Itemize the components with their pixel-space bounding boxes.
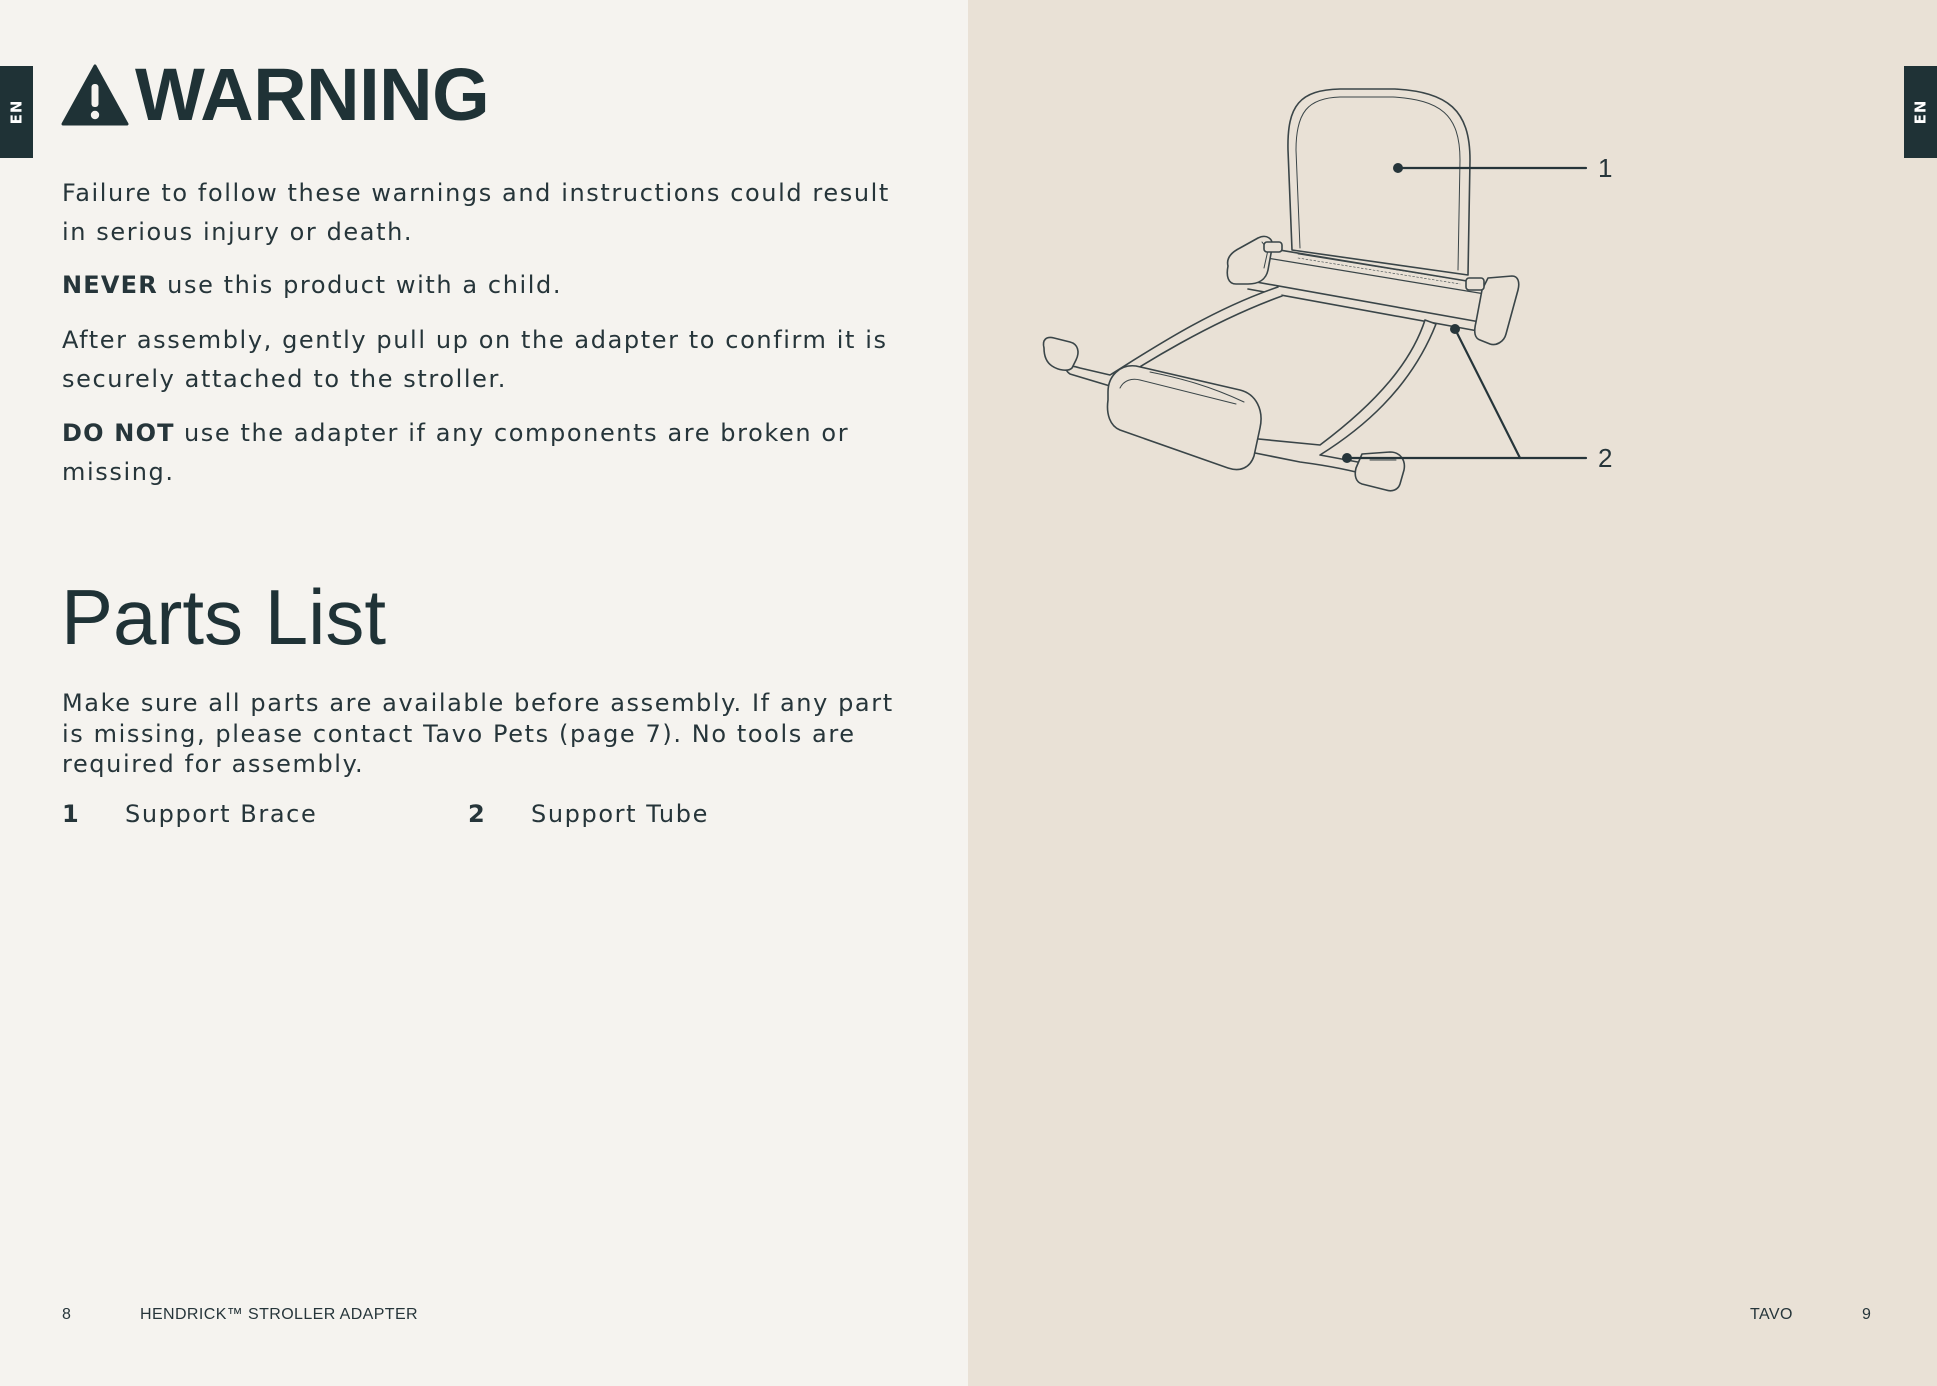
warning-paragraph-1	[62, 174, 912, 252]
warning-emphasis: NEVER	[62, 271, 158, 299]
callout-number-2: 2	[1598, 443, 1613, 473]
warning-emphasis: DO NOT	[62, 419, 175, 447]
part-label: Support Tube	[531, 800, 709, 828]
warning-paragraph-3	[62, 321, 902, 399]
callout-number-1: 1	[1598, 153, 1613, 183]
warning-paragraph-2	[62, 266, 912, 305]
parts-list-intro: Make sure all parts are available before assembly. If any part is missing, please contact Tavo Pets (page 7). No tools are required for assembly.	[62, 689, 894, 778]
language-tab-left	[0, 66, 33, 158]
warning-paragraph-4	[62, 414, 902, 492]
warning-text: After assembly, gently pull up on the adapter to confirm it is securely attached to the stroller.	[62, 326, 888, 393]
stroller-adapter-illustration	[1030, 70, 1680, 510]
left-footer-title: HENDRICK™ STROLLER ADAPTER	[140, 1306, 419, 1323]
language-tab-right	[1904, 66, 1937, 158]
warning-title: WARNING	[135, 53, 490, 136]
part-number: 2	[468, 800, 487, 828]
left-page-number: 8	[62, 1306, 72, 1323]
parts-list-title: Parts List	[61, 573, 387, 661]
support-brace-drawing	[1288, 89, 1470, 275]
support-tube-drawing	[1066, 287, 1282, 386]
warning-text: use this product with a child.	[157, 271, 563, 299]
warning-heading	[61, 53, 490, 136]
language-tab-label: EN	[1911, 99, 1930, 125]
right-footer-brand: TAVO	[1750, 1306, 1793, 1323]
warning-text: Failure to follow these warnings and instructions could result in serious injury or death.	[62, 179, 890, 246]
part-number: 1	[62, 800, 81, 828]
warning-text: use the adapter if any components are broken or missing.	[62, 419, 850, 486]
part-label: Support Brace	[125, 800, 318, 828]
language-tab-label: EN	[7, 99, 26, 125]
warning-triangle-icon	[61, 64, 129, 126]
right-page-number: 9	[1862, 1306, 1872, 1323]
